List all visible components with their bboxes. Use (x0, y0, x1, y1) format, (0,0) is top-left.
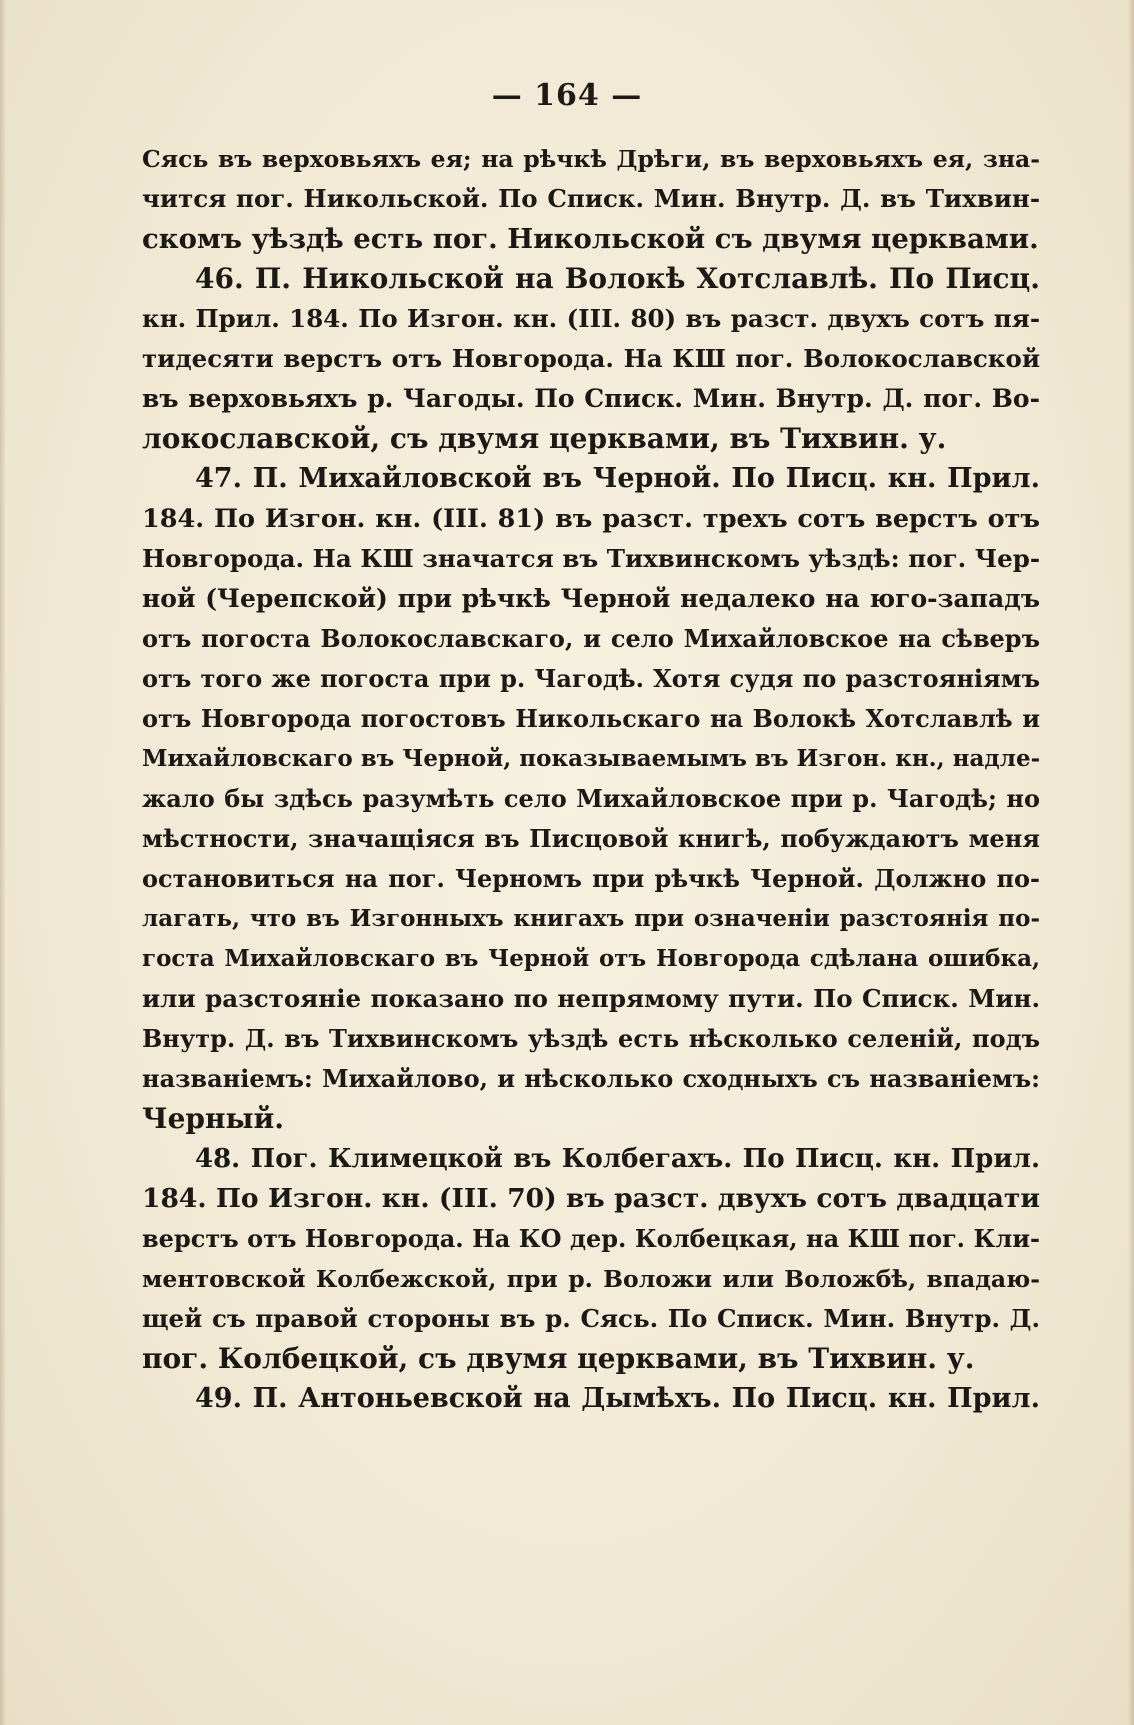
text-line: 46. П. Никольской на Волокѣ Хотславлѣ. По Писц. (195, 262, 1040, 295)
text-line: чится пог. Никольской. По Списк. Мин. Внутр. Д. въ Тихвин- (142, 184, 1040, 213)
text-line: названіемъ: Михайлово, и нѣсколько сходныхъ съ названіемъ: (142, 1064, 1040, 1093)
text-line: кн. Прил. 184. По Изгон. кн. (III. 80) въ разст. двухъ сотъ пя- (142, 304, 1040, 333)
text-line: отъ того же погоста при р. Чагодѣ. Хотя судя по разстояніямъ (142, 664, 1040, 693)
text-line: жало бы здѣсь разумѣть село Михайловское при р. Чагодѣ; но (142, 784, 1040, 813)
text-line: 184. По Изгон. кн. (III. 70) въ разст. двухъ сотъ двадцати (142, 1183, 1040, 1214)
text-line: ментовской Колбежской, при р. Воложи или Воложбѣ, впадаю- (142, 1265, 1040, 1293)
text-line: 47. П. Михайловской въ Черной. По Писц. кн. Прил. (195, 463, 1040, 494)
text-line: отъ погоста Волокославскаго, и село Михайловское на сѣверъ (142, 624, 1040, 653)
text-line: пог. Колбецкой, съ двумя церквами, въ Тихвин. у. (142, 1342, 975, 1375)
text-line: щей съ правой стороны въ р. Сясь. По Списк. Мин. Внутр. Д. (142, 1304, 1040, 1333)
body-text (142, 139, 1040, 1419)
text-line: верстъ отъ Новгорода. На КО дер. Колбецкая, на КШ пог. Кли- (142, 1224, 1040, 1253)
text-line: Новгорода. На КШ значатся въ Тихвинскомъ уѣздѣ: пог. Чер- (142, 544, 1040, 573)
text-line: госта Михайловскаго въ Черной отъ Новгорода сдѣлана ошибка, (142, 945, 1040, 972)
text-line: тидесяти верстъ отъ Новгорода. На КШ пог. Волокославской (142, 344, 1040, 373)
text-line: Михайловскаго въ Черной, показываемымъ въ Изгон. кн., надле- (142, 745, 1040, 772)
text-line: ной (Черепской) при рѣчкѣ Черной недалеко на юго-западъ (142, 584, 1040, 613)
page-number: — 164 — (491, 78, 643, 113)
text-line: Черный. (142, 1102, 285, 1135)
text-line: скомъ уѣздѣ есть пог. Никольской съ двумя церквами. (142, 223, 1039, 255)
text-line: въ верховьяхъ р. Чагоды. По Списк. Мин. Внутр. Д. пог. Во- (142, 384, 1040, 413)
text-line: лагать, что въ Изгонныхъ книгахъ при означеніи разстоянія по- (142, 905, 1040, 932)
scan-shadow-right (1128, 0, 1134, 1725)
text-line: Внутр. Д. въ Тихвинскомъ уѣздѣ есть нѣсколько селеній, подъ (142, 1024, 1040, 1053)
text-line: 49. П. Антоньевской на Дымѣхъ. По Писц. кн. Прил. (195, 1383, 1040, 1414)
text-line: 184. По Изгон. кн. (III. 81) въ разст. трехъ сотъ верстъ отъ (142, 504, 1040, 534)
text-line: мѣстности, значащіяся въ Писцовой книгѣ, побуждаютъ меня (142, 824, 1040, 853)
text-line: остановиться на пог. Черномъ при рѣчкѣ Черной. Должно по- (142, 864, 1040, 893)
text-line: отъ Новгорода погостовъ Никольскаго на Волокѣ Хотславлѣ и (142, 704, 1040, 733)
text-line: 48. Пог. Климецкой въ Колбегахъ. По Писц. кн. Прил. (195, 1144, 1040, 1174)
text-line: локославской, съ двумя церквами, въ Тихвин. у. (142, 422, 947, 455)
scan-shadow-left (0, 0, 6, 1725)
text-line: Сясь въ верховьяхъ ея; на рѣчкѣ Дрѣги, въ верховьяхъ ея, зна- (142, 145, 1040, 173)
text-line: или разстояніе показано по непрямому пути. По Списк. Мин. (142, 984, 1040, 1013)
